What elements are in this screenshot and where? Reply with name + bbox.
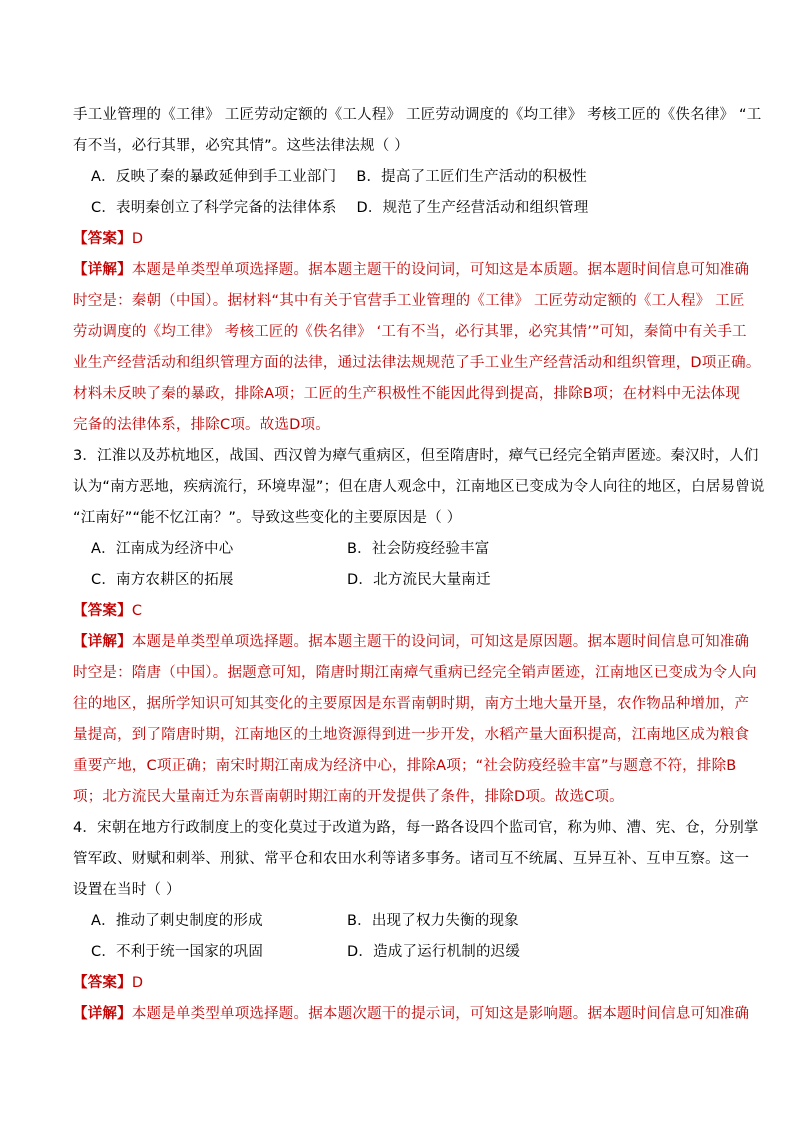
answer-value: D <box>131 231 144 247</box>
option-row <box>73 937 733 968</box>
answer-label: 【答案】 <box>73 231 132 247</box>
option-d: D．规范了生产经营活动和组织管理 <box>356 200 589 216</box>
question-stem-line: 有不当，必行其罪，必究其情”。这些法律法规（ ） <box>73 138 409 154</box>
option-row <box>73 906 733 937</box>
analysis-line: 项；北方流民大量南迁为东晋南朝时期江南的开发提供了条件，排除D项。故选C项。 <box>73 789 624 805</box>
question-stem-line: 4．宋朝在地方行政制度上的变化莫过于改道为路，每一路各设四个监司官，称为帅、漕、宪、仓，分别掌 <box>73 820 759 836</box>
analysis-line: 重要产地，C项正确；南宋时期江南成为经济中心，排除A项；“社会防疫经验丰富”与题意不符，排除B <box>73 758 737 774</box>
analysis-label: 【详解】 <box>73 1006 132 1022</box>
analysis-block <box>73 627 757 813</box>
question-4 <box>73 813 759 1030</box>
analysis-line <box>73 627 750 658</box>
analysis-line: 量提高，到了隋唐时期，江南地区的土地资源得到进一步开发，水稻产量大面积提高，江南地区成为粮食 <box>73 727 750 743</box>
analysis-line: 材料未反映了秦的暴政，排除A项；工匠的生产积极性不能因此得到提高，排除B项；在材料中无法体现 <box>73 386 741 402</box>
document-content <box>73 100 765 1030</box>
option-b: B．出现了权力失衡的现象 <box>347 913 519 929</box>
question-stem-line: 管军政、财赋和刺举、刑狱、常平仓和农田水利等诸多事务。诸司互不统属、互异互补、互申互察。这一 <box>73 851 750 867</box>
answer-label: 【答案】 <box>73 975 132 991</box>
analysis-block <box>73 255 761 441</box>
analysis-line <box>73 255 750 286</box>
analysis-line: 完备的法律体系，排除C项。故选D项。 <box>73 417 330 433</box>
analysis-text: 本题是单类型单项选择题。据本题次题干的提示词，可知这是影响题。据本题时间信息可知准确 <box>131 1006 750 1022</box>
analysis-text: 本题是单类型单项选择题。据本题主题干的设问词，可知这是本质题。据本题时间信息可知准确 <box>131 262 750 278</box>
option-d: D．北方流民大量南迁 <box>347 572 491 588</box>
option-a: A．江南成为经济中心 <box>91 541 234 557</box>
option-row <box>73 162 733 193</box>
analysis-line: 业生产经营活动和组织管理方面的法律，通过法律法规规范了手工业生产经营活动和组织管理，D项正确。 <box>73 355 761 371</box>
option-a: A．推动了刺史制度的形成 <box>91 913 263 929</box>
question-stem-line: 认为“南方恶地，疾病流行，环境卑湿”；但在唐人观念中，江南地区已变成为令人向往的地区，白居易曾说 <box>73 479 765 495</box>
analysis-text: 本题是单类型单项选择题。据本题主题干的设问词，可知这是原因题。据本题时间信息可知准确 <box>131 634 750 650</box>
option-c: C．南方农耕区的拓展 <box>91 572 234 588</box>
analysis-line: 往的地区，据所学知识可知其变化的主要原因是东晋南朝时期，南方土地大量开垦，农作物品种增加，产 <box>73 696 750 712</box>
answer-line <box>73 596 733 627</box>
analysis-line: 时空是：秦朝（中国）。据材料“其中有关于官营手工业管理的《工律》 工匠劳动定额的《工人程》 工匠 <box>73 293 745 309</box>
analysis-label: 【详解】 <box>73 634 132 650</box>
answer-line <box>73 968 733 999</box>
question-stem-line: 手工业管理的《工律》 工匠劳动定额的《工人程》 工匠劳动调度的《均工律》 考核工匠的《佚名律》 “工 <box>73 107 762 123</box>
option-a: A．反映了秦的暴政延伸到手工业部门 <box>91 169 337 185</box>
analysis-line <box>73 999 750 1030</box>
question-stem-line: 设置在当时（ ） <box>73 882 181 898</box>
analysis-line: 时空是：隋唐（中国）。据题意可知，隋唐时期江南瘴气重病已经完全销声匿迹，江南地区已变成为令人向 <box>73 665 757 681</box>
option-row <box>73 565 733 596</box>
option-row <box>73 193 733 224</box>
option-d: D．造成了运行机制的迟缓 <box>347 944 521 960</box>
answer-value: C <box>131 603 143 619</box>
analysis-label: 【详解】 <box>73 262 132 278</box>
option-b: B．提高了工匠们生产活动的积极性 <box>356 169 587 185</box>
option-b: B．社会防疫经验丰富 <box>347 541 490 557</box>
question-3 <box>73 441 765 813</box>
option-row <box>73 534 733 565</box>
analysis-block <box>73 999 750 1030</box>
option-c: C．不利于统一国家的巩固 <box>91 944 264 960</box>
answer-label: 【答案】 <box>73 603 132 619</box>
analysis-line: 劳动调度的《均工律》 考核工匠的《佚名律》 ‘工有不当，必行其罪，必究其情’”可知，秦简中有关手工 <box>73 324 747 340</box>
question-stem-line: 3．江淮以及苏杭地区，战国、西汉曾为瘴气重病区，但至隋唐时，瘴气已经完全销声匿迹。秦汉时，人们 <box>73 448 759 464</box>
answer-value: D <box>131 975 144 991</box>
question-2 <box>73 100 762 441</box>
question-stem-line: “江南好”“能不忆江南？”。导致这些变化的主要原因是（ ） <box>73 510 462 526</box>
option-c: C．表明秦创立了科学完备的法律体系 <box>91 200 337 216</box>
answer-line <box>73 224 733 255</box>
